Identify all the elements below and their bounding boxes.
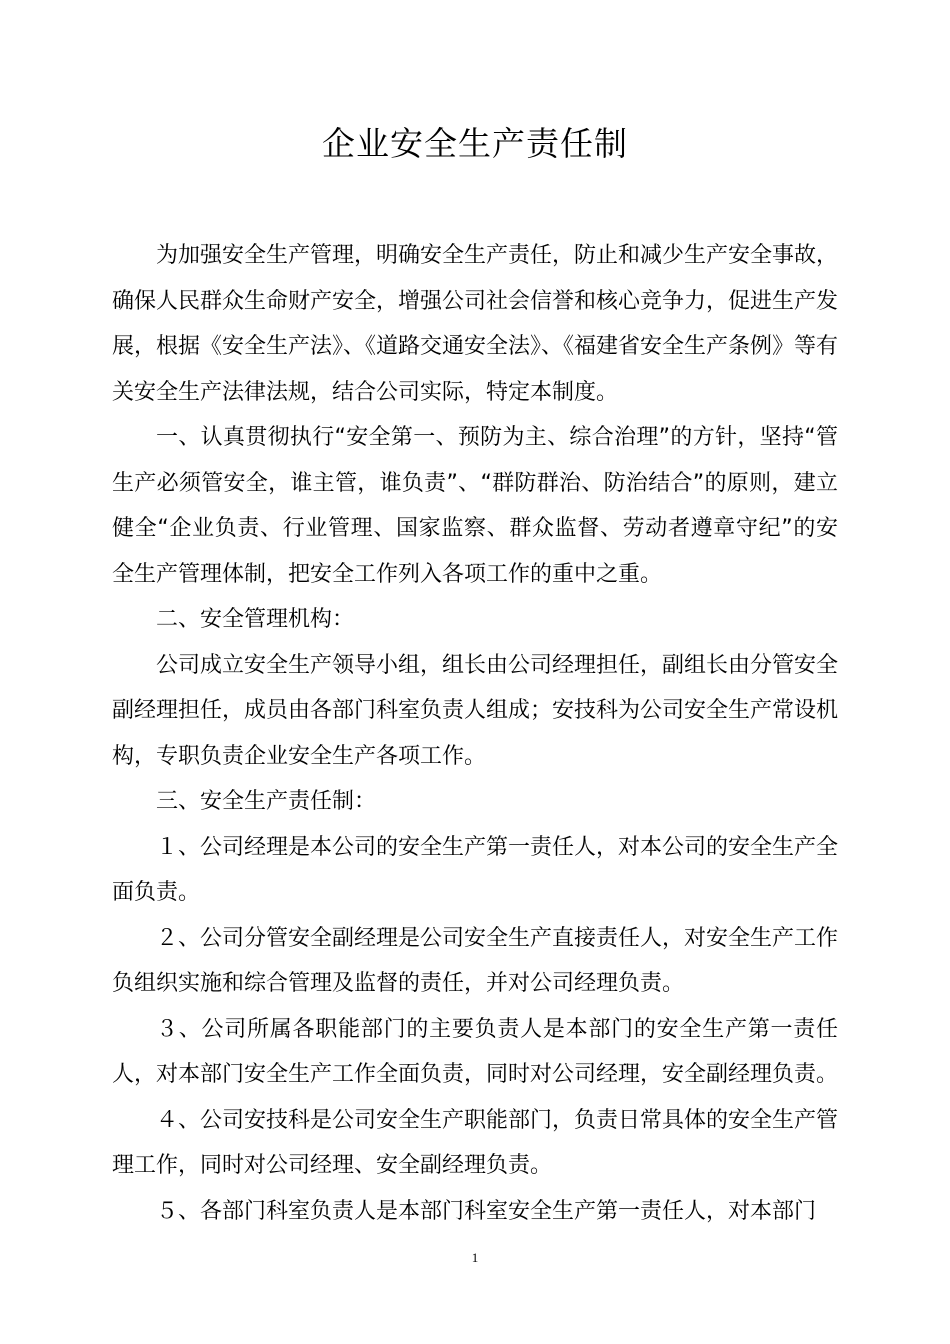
paragraph-item-5: ５、各部门科室负责人是本部门科室安全生产第一责任人，对本部门 xyxy=(156,1198,817,1224)
page-number: 1 xyxy=(471,1250,479,1265)
paragraph-item-1: １、公司经理是本公司的安全生产第一责任人，对本公司的安全生产全面负责。 xyxy=(112,834,839,905)
paragraph-item-2: ２、公司分管安全副经理是公司安全生产直接责任人，对安全生产工作负组织实施和综合管理及监督的责任，并对公司经理负责。 xyxy=(112,925,839,996)
paragraph-item-4: ４、公司安技科是公司安全生产职能部门，负责日常具体的安全生产管理工作，同时对公司经理、安全副经理负责。 xyxy=(112,1107,839,1178)
paragraph-principle: 一、认真贯彻执行“安全第一、预防为主、综合治理”的方针，坚持“管生产必须管安全，谁主管，谁负责”、“群防群治、防治结合”的原则，建立健全“企业负责、行业管理、国家监察、群众监督、劳动者遵章守纪”的安全生产管理体制，把安全工作列入各项工作的重中之重。 xyxy=(112,425,838,587)
paragraph-item-3: ３、公司所属各职能部门的主要负责人是本部门的安全生产第一责任人，对本部门安全生产工作全面负责，同时对公司经理，安全副经理负责。 xyxy=(112,1016,839,1087)
paragraph-organization: 公司成立安全生产领导小组，组长由公司经理担任，副组长由分管安全副经理担任，成员由各部门科室负责人组成；安技科为公司安全生产常设机构，专职负责企业安全生产各项工作。 xyxy=(112,652,839,769)
paragraph-section-responsibility-heading: 三、安全生产责任制： xyxy=(156,789,377,814)
document-title: 企业安全生产责任制 xyxy=(322,124,628,163)
paragraph-section-organization-heading: 二、安全管理机构： xyxy=(156,607,355,632)
document-body xyxy=(112,233,838,1234)
paragraph-intro: 为加强安全生产管理，明确安全生产责任，防止和减少生产安全事故，确保人民群众生命财产安全，增强公司社会信誉和核心竞争力，促进生产发展，根据《安全生产法》、《道路交通安全法》、《福建省安全生产条例》等有关安全生产法律法规，结合公司实际，特定本制度。 xyxy=(112,243,839,405)
